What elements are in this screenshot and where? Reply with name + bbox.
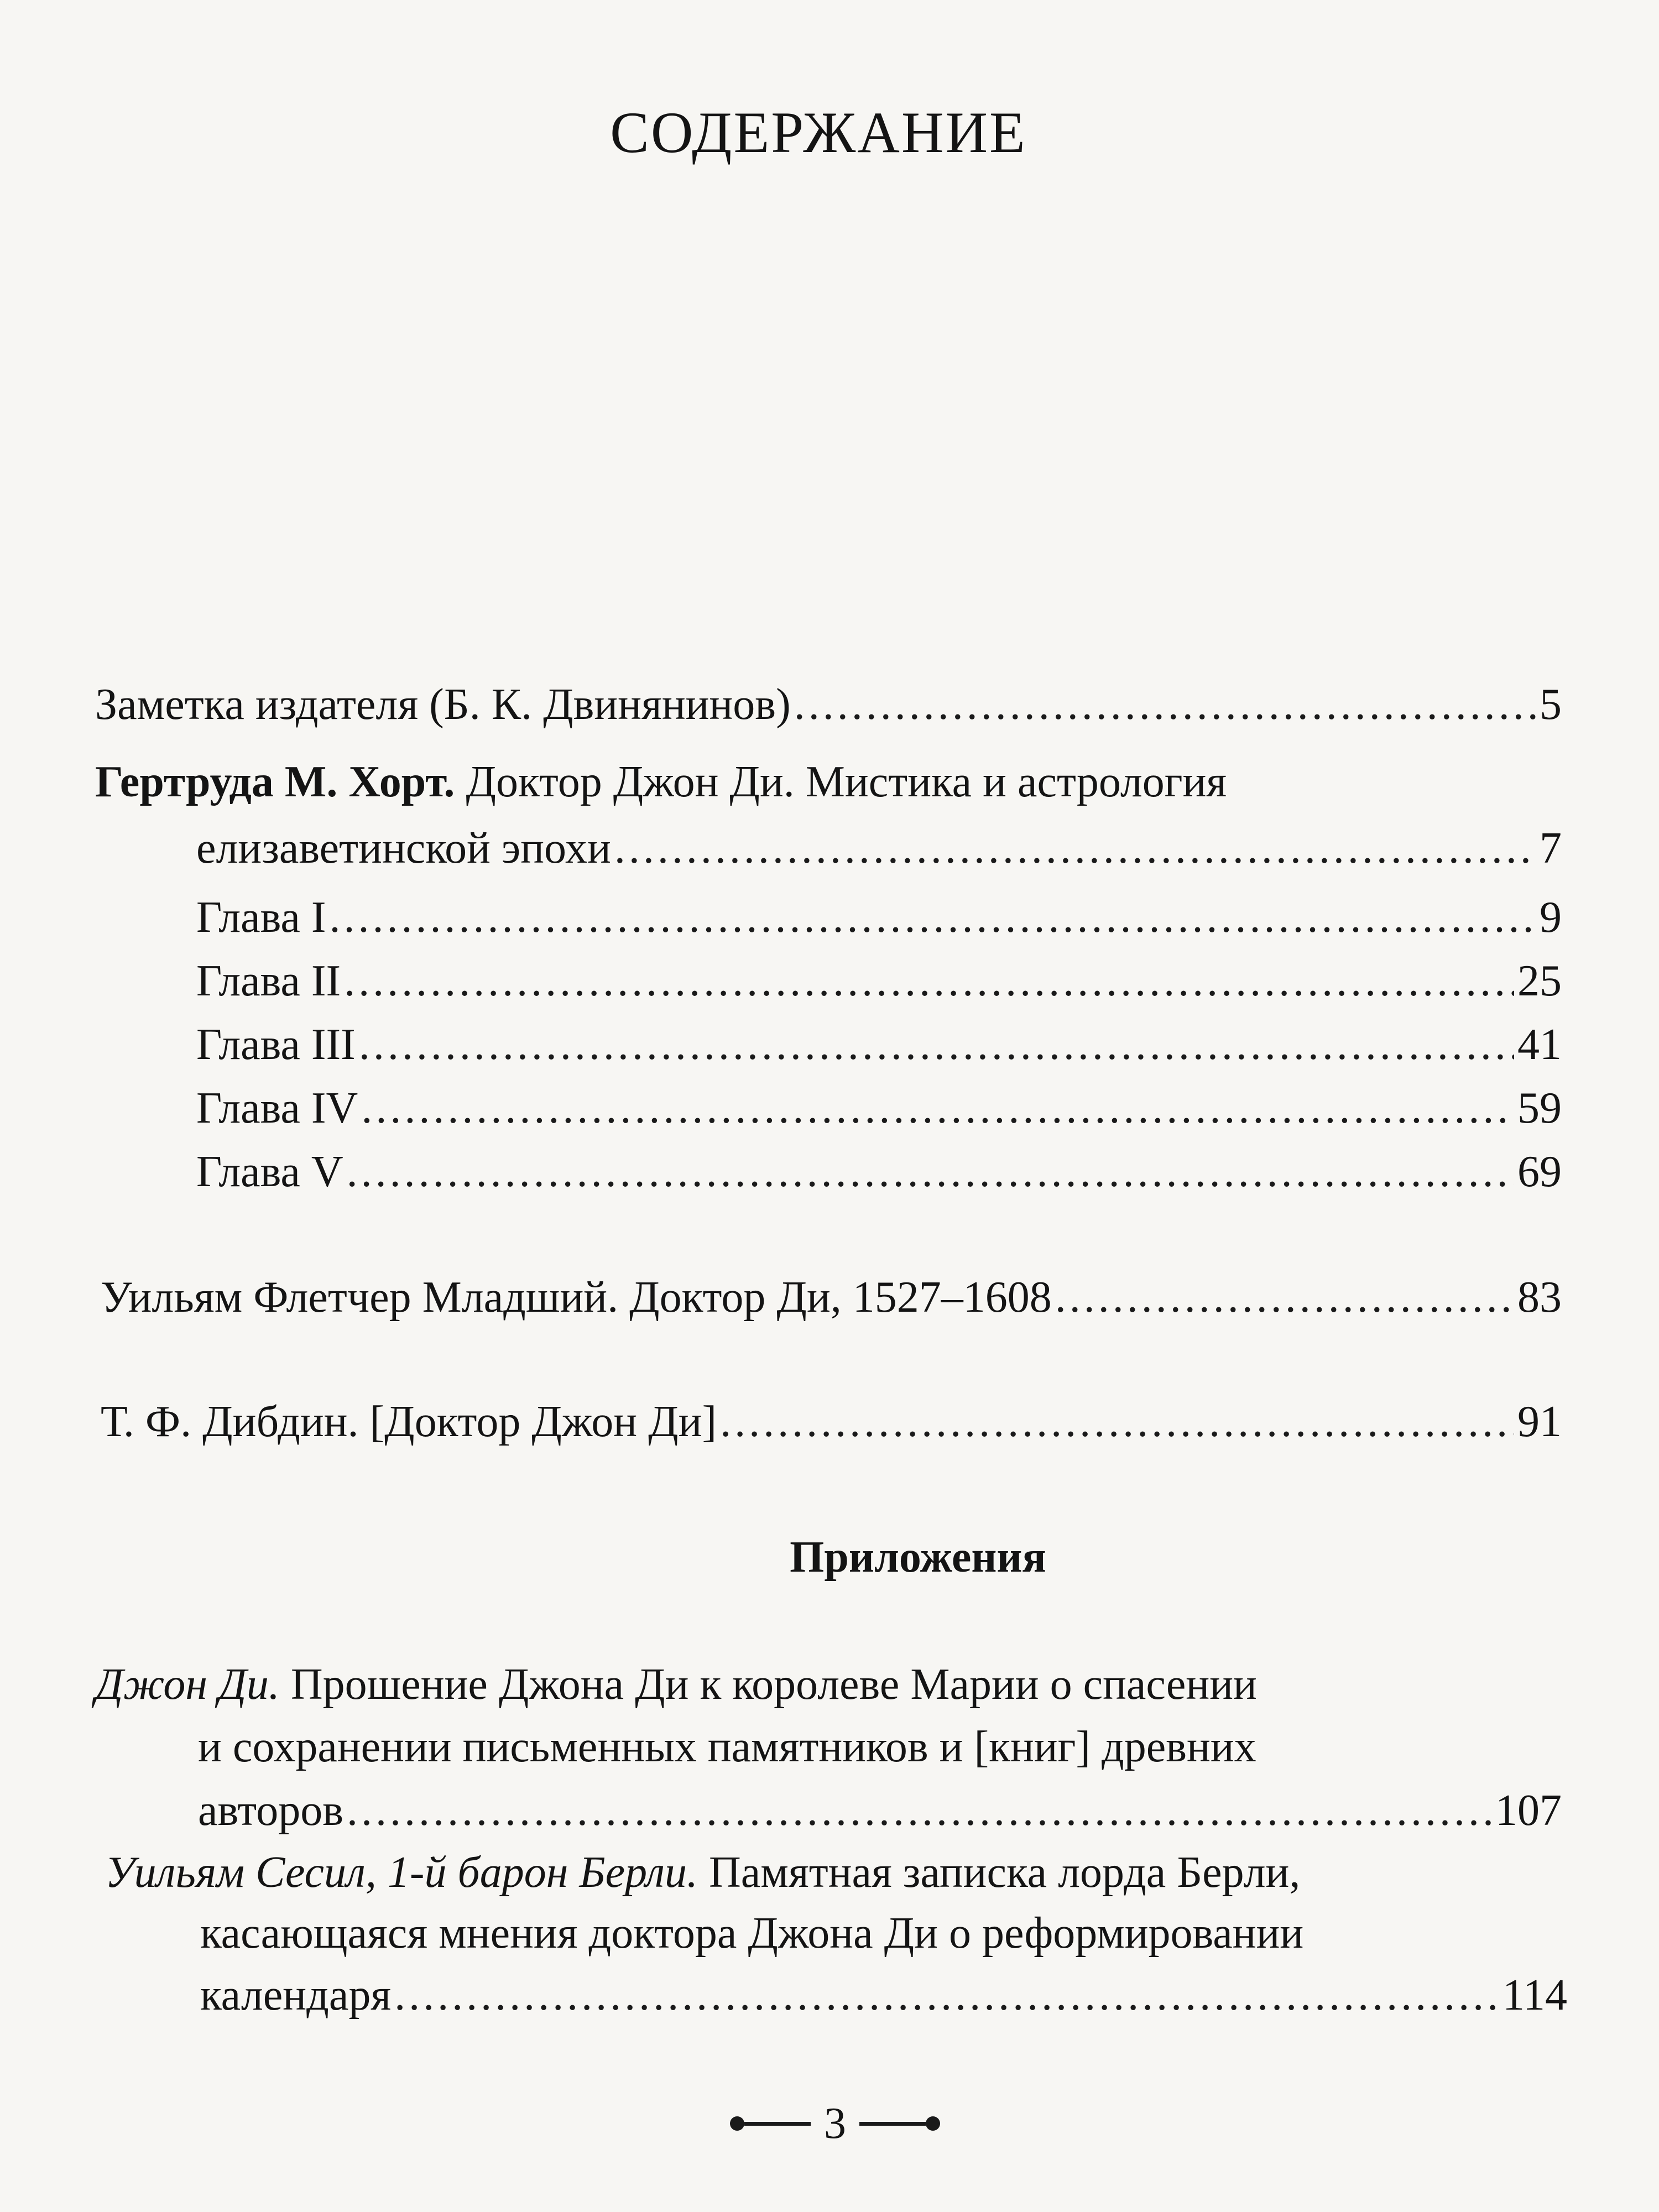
toc-entry-dee-line2 <box>198 1716 1256 1778</box>
author-name: Уильям Флетчер Младший. <box>101 1273 619 1322</box>
dot-leader <box>347 1141 1514 1203</box>
work-title-cont: авторов <box>198 1786 343 1835</box>
entry-label-close: ) <box>776 680 791 729</box>
ornament-dot-icon <box>926 2116 940 2131</box>
toc-chapter-3 <box>196 1014 1562 1076</box>
chapter-label: Глава V <box>196 1147 343 1196</box>
author-name: Уильям Сесил, 1-й барон Берли. <box>105 1848 698 1897</box>
page-number: 91 <box>1517 1397 1562 1446</box>
chapter-label: Глава IV <box>196 1084 358 1133</box>
ornament-line <box>859 2122 926 2126</box>
work-title: [Доктор Джон Ди] <box>358 1397 717 1446</box>
page-title: СОДЕРЖАНИЕ <box>610 100 1027 165</box>
page-number: 107 <box>1495 1786 1562 1835</box>
chapter-label: Глава III <box>196 1020 356 1069</box>
dot-leader <box>720 1391 1514 1453</box>
work-title: Памятная записка лорда Берли, <box>698 1848 1301 1897</box>
dot-leader <box>330 886 1536 948</box>
ornament-line <box>744 2122 811 2126</box>
toc-chapter-2 <box>196 950 1562 1012</box>
work-title: Прошение Джона Ди к королеве Марии о спасении <box>279 1660 1257 1709</box>
folio-number: 3 <box>824 2099 846 2148</box>
toc-entry-dibdin <box>101 1391 1562 1453</box>
toc-entry-dee-line1 <box>95 1653 1257 1715</box>
toc-entry-dee <box>198 1780 1562 1841</box>
toc-entry-fletcher <box>101 1266 1562 1328</box>
dot-leader <box>1055 1266 1514 1328</box>
work-title-cont: календаря <box>200 1971 392 2020</box>
page-number: 7 <box>1540 824 1562 873</box>
page-number: 83 <box>1517 1273 1562 1322</box>
toc-entry-hort <box>196 817 1562 879</box>
page-number: 5 <box>1540 680 1562 729</box>
toc-entry-publisher-note <box>95 674 1562 735</box>
ornament-dot-icon <box>730 2116 744 2131</box>
work-title-cont: касающаяся мнения доктора Джона Ди о реформировании <box>200 1909 1304 1958</box>
dot-leader <box>344 950 1514 1012</box>
entry-label: Заметка издателя ( <box>95 680 444 729</box>
dot-leader <box>614 817 1536 879</box>
page-number: 69 <box>1517 1147 1562 1196</box>
author-name: Т. Ф. Дибдин. <box>101 1397 359 1446</box>
page-number: 9 <box>1540 893 1562 942</box>
toc-entry-hort-title <box>95 751 1227 813</box>
page-footer <box>6 2096 1659 2151</box>
toc-chapter-4 <box>196 1077 1562 1139</box>
page-number: 25 <box>1517 957 1562 1005</box>
page-number: 114 <box>1502 1971 1567 2020</box>
toc-entry-cecil-line1 <box>105 1841 1300 1903</box>
appendix-heading: Приложения <box>790 1533 1046 1582</box>
work-title-cont: елизаветинской эпохи <box>196 824 611 873</box>
toc-chapter-5 <box>196 1141 1562 1203</box>
dot-leader <box>359 1014 1514 1076</box>
page-number: 59 <box>1517 1084 1562 1133</box>
dot-leader <box>347 1780 1492 1841</box>
work-title: Доктор Ди, 1527–1608 <box>618 1273 1052 1322</box>
dot-leader <box>394 1964 1499 2026</box>
dot-leader <box>361 1077 1514 1139</box>
toc-chapter-1 <box>196 886 1562 948</box>
author-name: Джон Ди. <box>95 1660 280 1709</box>
author-name: Гертруда М. Хорт. <box>95 758 455 806</box>
dot-leader <box>794 674 1536 735</box>
work-title: Доктор Джон Ди. Мистика и астрология <box>455 758 1227 806</box>
toc-entry-cecil-line2 <box>200 1902 1303 1964</box>
editor-name: Б. К. Двинянинов <box>444 680 776 729</box>
page-number: 41 <box>1517 1020 1562 1069</box>
chapter-label: Глава I <box>196 893 326 942</box>
toc-entry-cecil <box>200 1964 1567 2026</box>
chapter-label: Глава II <box>196 957 341 1005</box>
work-title-cont: и сохранении письменных памятников и [книг] древних <box>198 1723 1256 1771</box>
